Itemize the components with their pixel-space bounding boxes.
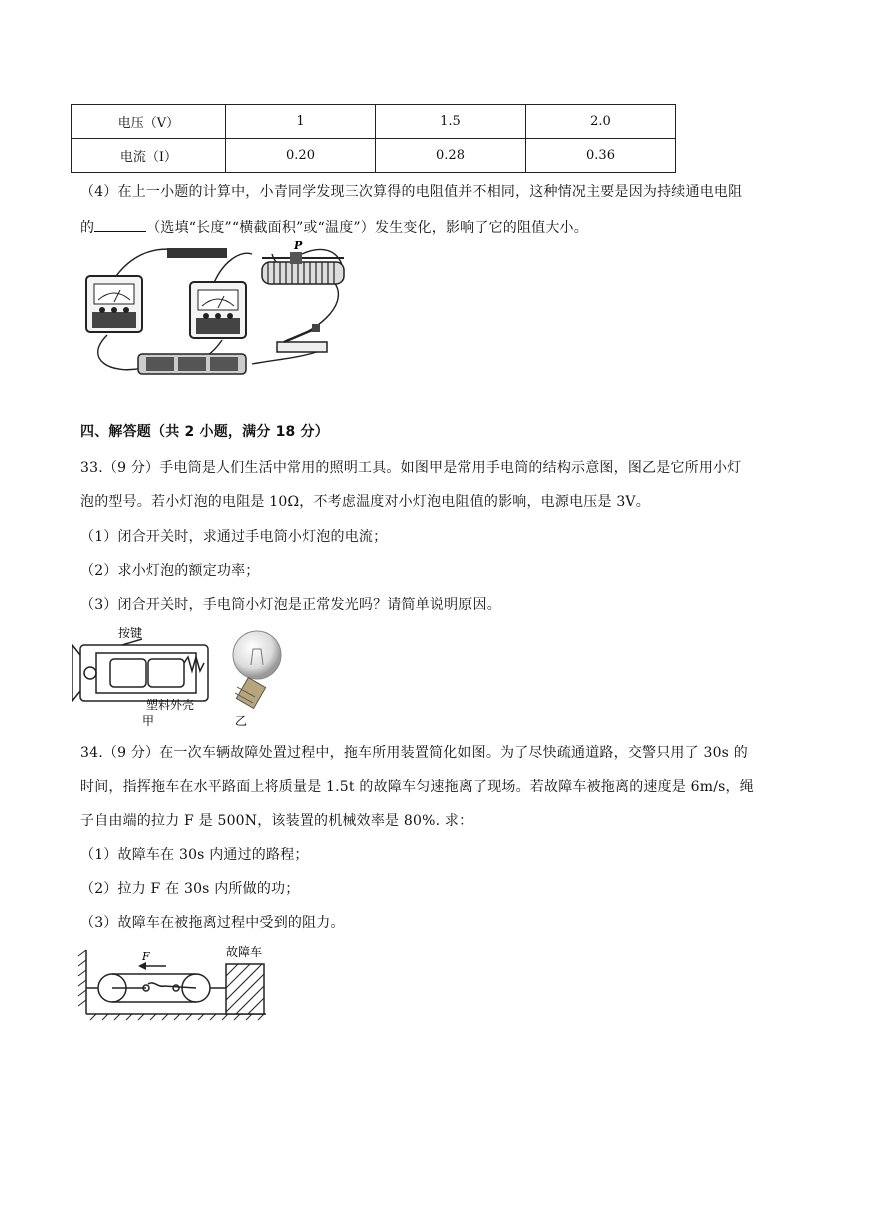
button-label: 按键 bbox=[118, 626, 143, 640]
bulb-glass bbox=[233, 631, 281, 679]
figure-b-label: 乙 bbox=[235, 714, 248, 728]
table-cell: 0.36 bbox=[526, 139, 676, 173]
table-cell: 电流（I） bbox=[72, 139, 226, 173]
bulb-base bbox=[235, 678, 266, 709]
q34-sub1: （1）故障车在 30s 内通过的路程； bbox=[80, 847, 309, 863]
table-cell: 0.20 bbox=[226, 139, 376, 173]
q33-line2: 泡的型号。若小灯泡的电阻是 10Ω，不考虑温度对小灯泡电阻值的影响，电源电压是 3V。 bbox=[80, 494, 650, 510]
flashlight-figure bbox=[72, 625, 212, 727]
q34-sub2: （2）拉力 F 在 30s 内所做的功； bbox=[80, 881, 300, 897]
switch bbox=[277, 324, 327, 352]
table-cell: 1 bbox=[226, 105, 376, 139]
q33-sub2: （2）求小灯泡的额定功率； bbox=[80, 563, 260, 579]
q34-line3: 子自由端的拉力 F 是 500N，该装置的机械效率是 80%. 求： bbox=[80, 813, 474, 829]
data-table bbox=[71, 104, 676, 173]
rheostat bbox=[262, 252, 344, 284]
table-cell: 2.0 bbox=[526, 105, 676, 139]
broken-car-box bbox=[226, 964, 264, 1014]
q32-4-line1: （4）在上一小题的计算中，小青同学发现三次算得的电阻值并不相同，这种情况主要是因为持续通电电阻 bbox=[80, 184, 743, 200]
voltmeter bbox=[190, 282, 246, 338]
q34-sub3: （3）故障车在被拖离过程中受到的阻力。 bbox=[80, 915, 345, 931]
resistor-shape bbox=[167, 248, 227, 258]
q32-4-line2-post: （选填“长度”“横截面积”或“温度”）发生变化，影响了它的阻值大小。 bbox=[146, 220, 588, 236]
table-cell: 0.28 bbox=[376, 139, 526, 173]
bulb-figure bbox=[225, 625, 285, 729]
q34-line2: 时间，指挥拖车在水平路面上将质量是 1.5t 的故障车匀速拖离了现场。若故障车被拖离的速度是 6m/s，绳 bbox=[80, 779, 754, 795]
q33-sub3: （3）闭合开关时，手电筒小灯泡是正常发光吗？请简单说明原因。 bbox=[80, 597, 501, 613]
broken-car-label: 故障车 bbox=[226, 945, 263, 959]
q34-line1: 34.（9 分）在一次车辆故障处置过程中，拖车所用装置简化如图。为了尽快疏通道路，交警只用了 30s 的 bbox=[80, 745, 748, 761]
slider-label: P bbox=[294, 240, 303, 252]
answer-blank bbox=[94, 217, 146, 232]
q33-line1: 33.（9 分）手电筒是人们生活中常用的照明工具。如图甲是常用手电筒的结构示意图，图乙是它所用小灯 bbox=[80, 460, 742, 476]
table-row bbox=[72, 105, 676, 139]
battery-holder bbox=[138, 354, 246, 374]
force-label: F bbox=[142, 950, 150, 963]
table-cell: 电压（V） bbox=[72, 105, 226, 139]
q32-4-line2 bbox=[80, 217, 588, 237]
table-cell: 1.5 bbox=[376, 105, 526, 139]
q33-sub1: （1）闭合开关时，求通过手电筒小灯泡的电流； bbox=[80, 529, 388, 545]
q32-4-line2-pre: 的 bbox=[80, 220, 95, 236]
pulley-figure bbox=[76, 940, 272, 1026]
figure-a-label: 甲 bbox=[142, 714, 155, 727]
ammeter bbox=[86, 276, 142, 332]
table-row bbox=[72, 139, 676, 173]
circuit-figure bbox=[72, 240, 362, 382]
shell-label: 塑料外壳 bbox=[146, 698, 195, 712]
section-heading: 四、解答题（共 2 小题，满分 18 分） bbox=[80, 424, 329, 440]
